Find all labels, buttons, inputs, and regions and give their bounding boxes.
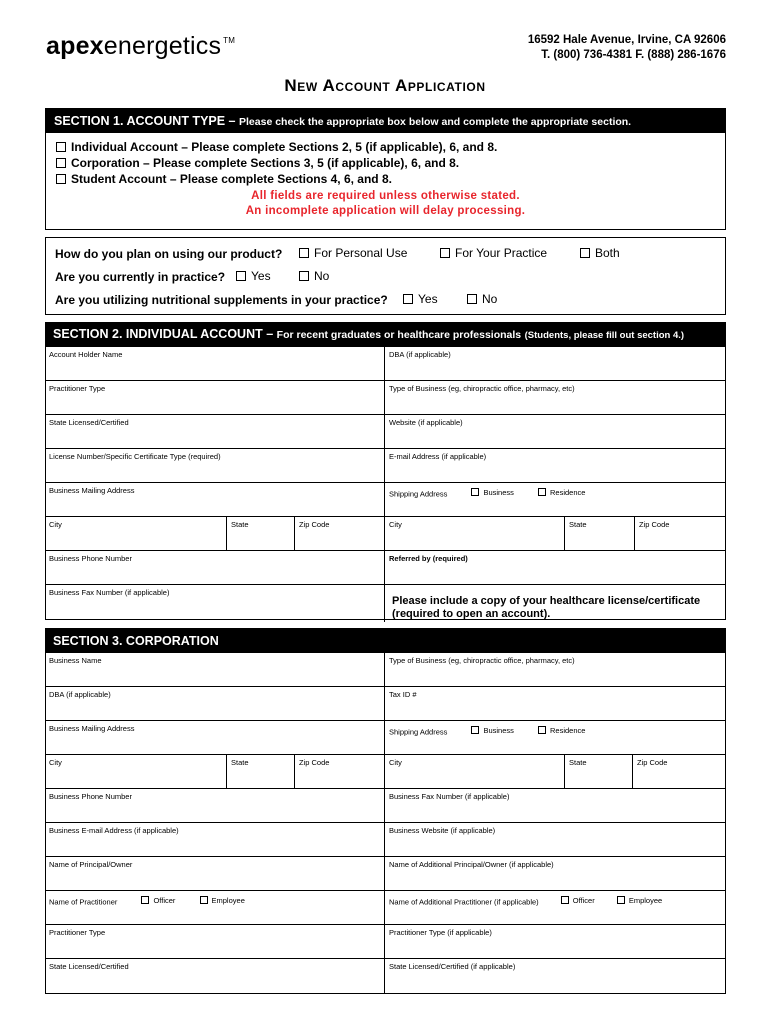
logo-bold: apex: [46, 32, 104, 60]
corp-mailing-address-field[interactable]: Business Mailing Address: [45, 721, 385, 754]
business-name-field[interactable]: Business Name: [45, 653, 385, 686]
add-officer-option[interactable]: Officer: [561, 896, 595, 905]
city-field[interactable]: City: [45, 517, 227, 550]
ship-city-field[interactable]: City: [385, 517, 565, 550]
table-row: [45, 891, 726, 925]
q-in-practice: Are you currently in practice?: [55, 270, 226, 284]
table-row: [45, 959, 726, 993]
corp-email-field[interactable]: Business E-mail Address (if applicable): [45, 823, 385, 856]
page-title: New Account Application: [284, 76, 486, 95]
ship-business-option[interactable]: Business: [471, 488, 513, 497]
q-usage-practice[interactable]: For Your Practice: [440, 246, 547, 260]
table-row: [45, 449, 726, 483]
table-row: [45, 585, 726, 622]
table-row: [45, 789, 726, 823]
table-row: [45, 381, 726, 415]
logo-rest: energetics: [103, 32, 222, 60]
officer-checkbox[interactable]: [141, 896, 149, 904]
ship-state-field[interactable]: State: [565, 517, 635, 550]
state-field[interactable]: State: [227, 517, 295, 550]
website-field[interactable]: Website (if applicable): [389, 418, 463, 427]
personal-use-checkbox[interactable]: [299, 248, 309, 258]
corp-ship-state-field[interactable]: State: [565, 755, 633, 788]
in-practice-no-checkbox[interactable]: [299, 271, 309, 281]
q-usage-both[interactable]: Both: [580, 246, 620, 260]
add-officer-checkbox[interactable]: [561, 896, 569, 904]
table-row: [45, 483, 726, 517]
q-supplements-yes[interactable]: Yes: [403, 292, 438, 306]
employee-option[interactable]: Employee: [200, 896, 245, 905]
section3-grid: [45, 628, 726, 993]
corp-fax-field[interactable]: Business Fax Number (if applicable): [389, 792, 510, 801]
q-in-practice-no[interactable]: No: [299, 269, 329, 283]
required-warning: All fields are required unless otherwise stated.: [251, 190, 520, 202]
incomplete-warning: An incomplete application will delay processing.: [245, 205, 526, 217]
table-row: [45, 551, 726, 585]
referred-by-field[interactable]: Referred by (required): [389, 554, 468, 563]
apex-logo: [46, 32, 235, 61]
corp-ship-business-checkbox[interactable]: [471, 726, 479, 734]
corp-shipping-address-field[interactable]: Shipping Address Business Residence: [389, 726, 586, 737]
corp-phone-field[interactable]: Business Phone Number: [45, 789, 385, 822]
section1-box: [45, 108, 726, 230]
add-employee-checkbox[interactable]: [617, 896, 625, 904]
additional-practitioner-field[interactable]: Name of Additional Practitioner (if applicable) Officer Employee: [389, 896, 663, 907]
corp-practitioner-type-field[interactable]: Practitioner Type: [45, 925, 385, 958]
student-checkbox[interactable]: [56, 174, 66, 184]
section3-heading: SECTION 3. CORPORATION: [45, 628, 726, 653]
corp-type-of-business-field[interactable]: Type of Business (eg, chiropractic office, pharmacy, etc): [389, 656, 575, 665]
tax-id-field[interactable]: Tax ID #: [389, 690, 417, 699]
table-row: [45, 857, 726, 891]
corp-state-licensed-field[interactable]: State Licensed/Certified: [45, 959, 385, 993]
corp-website-field[interactable]: Business Website (if applicable): [389, 826, 496, 835]
corp-ship-residence-checkbox[interactable]: [538, 726, 546, 734]
table-row: [45, 653, 726, 687]
ship-business-checkbox[interactable]: [471, 488, 479, 496]
both-checkbox[interactable]: [580, 248, 590, 258]
corporation-checkbox[interactable]: [56, 158, 66, 168]
email-field[interactable]: E-mail Address (if applicable): [389, 452, 487, 461]
phone-field[interactable]: Business Phone Number: [45, 551, 385, 584]
corp-city-field[interactable]: City: [45, 755, 227, 788]
mailing-address-field[interactable]: Business Mailing Address: [45, 483, 385, 516]
table-row: [45, 721, 726, 755]
ship-residence-option[interactable]: Residence: [538, 488, 585, 497]
q-supplements-no[interactable]: No: [467, 292, 497, 306]
ship-zip-field[interactable]: Zip Code: [639, 520, 670, 529]
table-row: [45, 755, 726, 789]
officer-option[interactable]: Officer: [141, 896, 175, 905]
supplements-yes-checkbox[interactable]: [403, 294, 413, 304]
section1-heading: SECTION 1. ACCOUNT TYPE – Please check the appropriate box below and complete the appropriate section.: [46, 109, 725, 133]
company-address: [528, 33, 726, 63]
q-usage-personal[interactable]: For Personal Use: [299, 246, 407, 260]
zip-field[interactable]: Zip Code: [295, 517, 385, 550]
option-corporation[interactable]: Corporation – Please complete Sections 3, 5 (if applicable), 6, and 8.: [56, 155, 725, 171]
section2-grid: [45, 322, 726, 622]
table-row: [45, 823, 726, 857]
practice-use-checkbox[interactable]: [440, 248, 450, 258]
table-row: [45, 347, 726, 381]
option-individual[interactable]: Individual Account – Please complete Sections 2, 5 (if applicable), 6, and 8.: [56, 139, 725, 155]
address-line: 16592 Hale Avenue, Irvine, CA 92606: [527, 34, 726, 46]
corp-ship-residence-option[interactable]: Residence: [538, 726, 585, 735]
account-holder-field[interactable]: Account Holder Name: [45, 347, 385, 380]
ship-residence-checkbox[interactable]: [538, 488, 546, 496]
fax-field[interactable]: Business Fax Number (if applicable): [45, 585, 385, 622]
corp-state-licensed-opt-field[interactable]: State Licensed/Certified (if applicable): [389, 962, 516, 971]
additional-principal-field[interactable]: Name of Additional Principal/Owner (if applicable): [389, 860, 554, 869]
table-row: [45, 687, 726, 721]
in-practice-yes-checkbox[interactable]: [236, 271, 246, 281]
phone-fax-line: T. (800) 736-4381 F. (888) 286-1676: [541, 49, 726, 61]
add-employee-option[interactable]: Employee: [617, 896, 662, 905]
logo-tm: TM: [223, 36, 236, 45]
section2-heading: SECTION 2. INDIVIDUAL ACCOUNT – For recent graduates or healthcare professionals (Students, please fill out section 4.): [45, 322, 726, 347]
practitioner-type-field[interactable]: Practitioner Type: [45, 381, 385, 414]
individual-checkbox[interactable]: [56, 142, 66, 152]
license-number-field[interactable]: License Number/Specific Certificate Type (required): [45, 449, 385, 482]
q-usage: How do you plan on using our product?: [55, 247, 283, 261]
q-in-practice-yes[interactable]: Yes: [236, 269, 271, 283]
table-row: [45, 925, 726, 959]
table-row: [45, 415, 726, 449]
corp-practitioner-type-opt-field[interactable]: Practitioner Type (if applicable): [389, 928, 492, 937]
state-licensed-field[interactable]: State Licensed/Certified: [45, 415, 385, 448]
corp-state-field[interactable]: State: [227, 755, 295, 788]
principal-field[interactable]: Name of Principal/Owner: [45, 857, 385, 890]
corp-zip-field[interactable]: Zip Code: [295, 755, 385, 788]
option-student[interactable]: Student Account – Please complete Sections 4, 6, and 8.: [56, 171, 725, 187]
supplements-no-checkbox[interactable]: [467, 294, 477, 304]
practitioner-name-field[interactable]: Name of Practitioner Officer Employee: [45, 891, 385, 924]
shipping-address-field[interactable]: Shipping Address Business Residence: [389, 488, 586, 499]
employee-checkbox[interactable]: [200, 896, 208, 904]
corp-ship-city-field[interactable]: City: [385, 755, 565, 788]
q-supplements: Are you utilizing nutritional supplements in your practice?: [55, 293, 388, 307]
table-row: [45, 517, 726, 551]
corp-ship-zip-field[interactable]: Zip Code: [637, 758, 668, 767]
license-note: Please include a copy of your healthcare license/certificate (required to open an account).: [392, 595, 701, 620]
dba-field[interactable]: DBA (if applicable): [389, 350, 451, 359]
account-type-options: [46, 133, 725, 187]
type-of-business-field[interactable]: Type of Business (eg, chiropractic office, pharmacy, etc): [389, 384, 575, 393]
corp-dba-field[interactable]: DBA (if applicable): [45, 687, 385, 720]
corp-ship-business-option[interactable]: Business: [471, 726, 513, 735]
